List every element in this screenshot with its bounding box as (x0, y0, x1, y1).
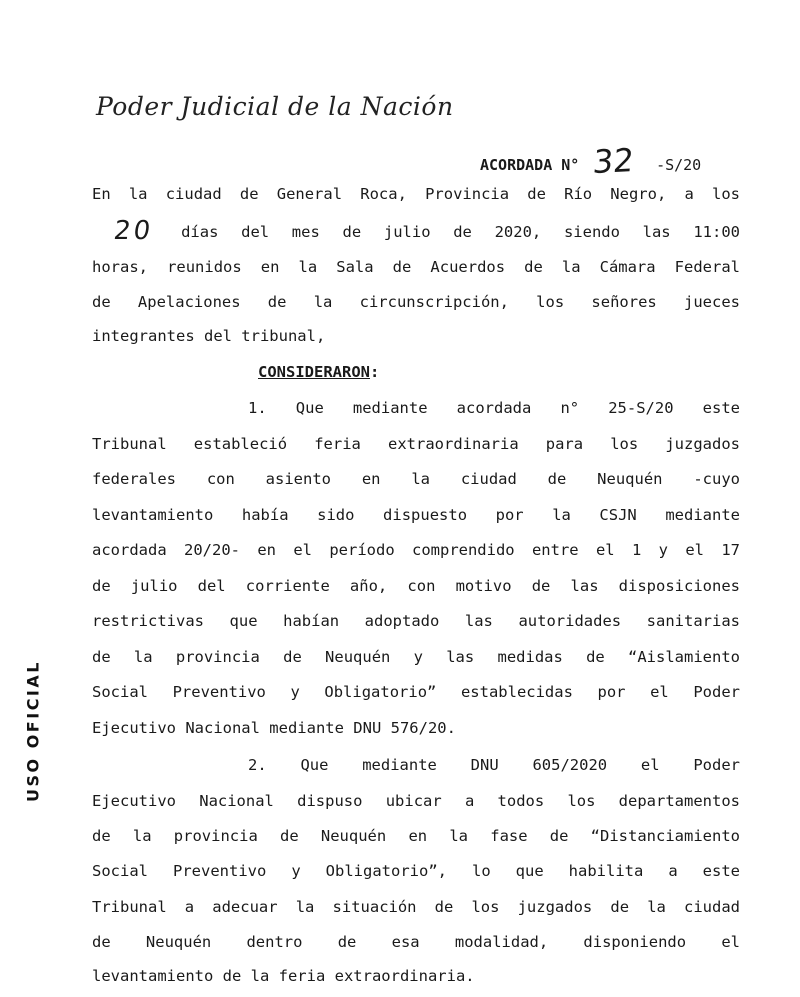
intro-line-5: integrantes del tribunal, (92, 327, 326, 345)
considerations-heading-text: CONSIDERARON (258, 363, 370, 381)
paragraph-2-line-3: de la provincia de Neuquén en la fase de “Distanciamiento (92, 827, 740, 845)
acordada-suffix: -S/20 (656, 156, 702, 174)
paragraph-1-line-4: levantamiento había sido dispuesto por la CSJN mediante (92, 506, 740, 524)
institution-header: Poder Judicial de la Nación (96, 92, 454, 121)
paragraph-2-line-2: Ejecutivo Nacional dispuso ubicar a todos los departamentos (92, 792, 740, 810)
paragraph-1-line-5: acordada 20/20- en el período comprendido entre el 1 y el 17 (92, 541, 740, 559)
paragraph-1-line-10: Ejecutivo Nacional mediante DNU 576/20. (92, 719, 456, 737)
considerations-heading (258, 363, 379, 381)
paragraph-2-line-7: levantamiento de la feria extraordinaria. (92, 967, 475, 985)
paragraph-1-line-1: 1. Que mediante acordada n° 25-S/20 este (248, 399, 740, 417)
intro-line-3: horas, reunidos en la Sala de Acuerdos de la Cámara Federal (92, 258, 740, 276)
acordada-number-line (480, 140, 750, 182)
paragraph-1-line-9: Social Preventivo y Obligatorio” establecidas por el Poder (92, 683, 740, 701)
paragraph-2-line-6: de Neuquén dentro de esa modalidad, disponiendo el (92, 933, 740, 951)
paragraph-2-line-4: Social Preventivo y Obligatorio”, lo que habilita a este (92, 862, 740, 880)
paragraph-1-line-6: de julio del corriente año, con motivo de las disposiciones (92, 577, 740, 595)
intro-line-2-text: días del mes de julio de 2020, siendo las 11:00 (181, 223, 740, 241)
paragraph-1-line-8: de la provincia de Neuquén y las medidas de “Aislamiento (92, 648, 740, 666)
paragraph-1-line-3: federales con asiento en la ciudad de Neuquén -cuyo (92, 470, 740, 488)
intro-line-2 (92, 216, 740, 246)
official-use-text: USO OFICIAL (23, 660, 43, 802)
paragraph-2-line-1: 2. Que mediante DNU 605/2020 el Poder (248, 756, 740, 774)
official-use-margin-label (18, 656, 48, 806)
paragraph-2-line-5: Tribunal a adecuar la situación de los juzgados de la ciudad (92, 898, 740, 916)
paragraph-1-line-2: Tribunal estableció feria extraordinaria para los juzgados (92, 435, 740, 453)
handwritten-day: 20 (111, 216, 156, 246)
paragraph-1-line-7: restrictivas que habían adoptado las autoridades sanitarias (92, 612, 740, 630)
handwritten-acordada-number: 32 (591, 140, 636, 182)
acordada-label: ACORDADA N° (480, 156, 580, 174)
considerations-heading-colon: : (369, 363, 380, 381)
intro-line-4: de Apelaciones de la circunscripción, los señores jueces (92, 293, 740, 311)
intro-line-1: En la ciudad de General Roca, Provincia de Río Negro, a los (92, 185, 740, 203)
